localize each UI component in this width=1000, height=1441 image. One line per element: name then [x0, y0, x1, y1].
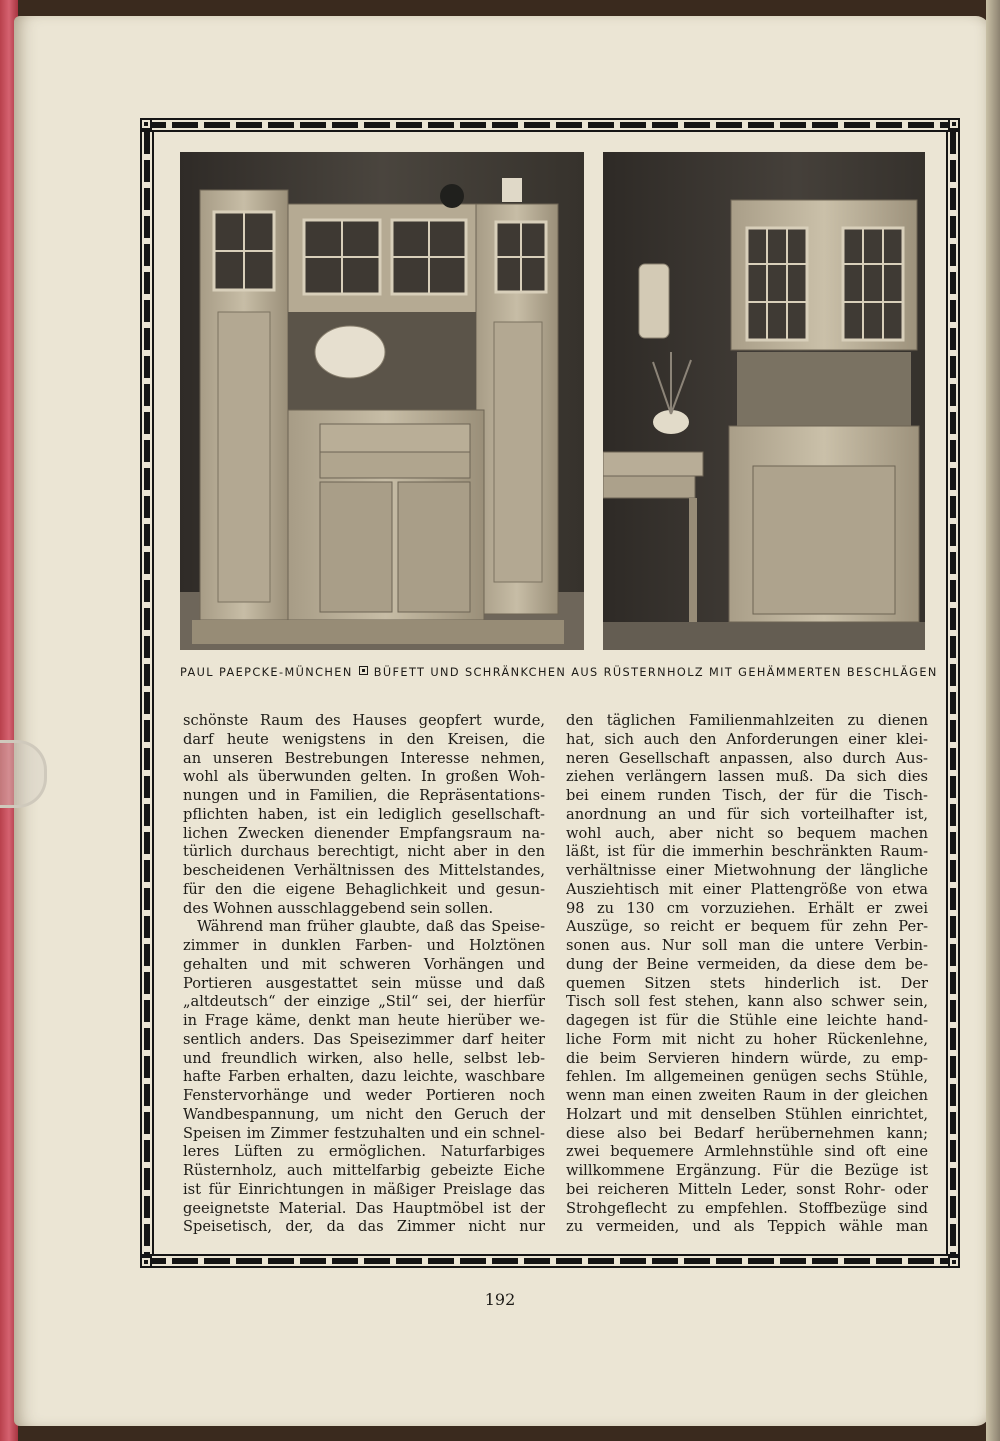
text-line: Während man früher glaubte, daß das Speise- [197, 918, 545, 936]
text-line: läßt, ist für die immerhin beschränkten Raum- [566, 843, 928, 861]
text-line: Ausziehtisch mit einer Plattengröße von etwa [566, 880, 928, 898]
text-line: 98 zu 130 cm vorzuziehen. Erhält er zwei [566, 899, 928, 917]
text-column-right [566, 712, 928, 1237]
page-number: 192 [484, 1290, 516, 1309]
caption-photographer: PAUL PAEPCKE-MÜNCHEN [180, 666, 353, 679]
text-line: Strohgeflecht zu empfehlen. Stoffbezüge sind [566, 1199, 928, 1217]
text-line: schönste Raum des Hauses geopfert wurde, [183, 712, 545, 729]
text-line: geeignetste Material. Das Hauptmöbel ist der [183, 1199, 545, 1217]
text-line: hafte Farben erhalten, dazu leichte, waschbare [183, 1068, 545, 1086]
text-line: dagegen ist für die Stühle eine leichte hand- [566, 1012, 928, 1029]
text-line: zwei bequemere Armlehnstühle sind oft eine [566, 1143, 928, 1161]
border-bottom [140, 1254, 960, 1268]
text-line: die beim Servieren hindern würde, zu emp- [566, 1049, 928, 1067]
caption-separator-icon [359, 666, 368, 675]
text-line: wohl auch, aber nicht so bequem machen [566, 824, 928, 842]
text-line: Rüsternholz, auch mittelfarbig gebeizte Eiche [183, 1162, 545, 1179]
corner-ornament [140, 118, 152, 130]
text-line: wenn man einen zweiten Raum in der gleichen [566, 1087, 928, 1104]
text-line: Speisetisch, der, da das Zimmer nicht nur [183, 1218, 545, 1236]
text-line: bei reicheren Mitteln Leder, sonst Rohr- oder [566, 1180, 928, 1198]
text-line: ist für Einrichtungen in mäßiger Preislage das [183, 1180, 545, 1198]
text-line: anordnung an und für sich vorteilhafter ist, [566, 805, 928, 823]
text-line: Tisch soll fest stehen, kann also schwer sein, [566, 993, 928, 1011]
border-left [140, 132, 154, 1254]
text-line: verhältnisse einer Mietwohnung der längliche [566, 862, 928, 879]
text-line: bei einem runden Tisch, der für die Tisch- [566, 787, 928, 804]
text-line: hat, sich auch den Anforderungen einer klei- [566, 730, 928, 748]
text-line: den täglichen Familienmahlzeiten zu dienen [566, 712, 928, 729]
text-line: leres Lüften zu ermöglichen. Naturfarbiges [183, 1143, 545, 1161]
text-line: zimmer in dunklen Farben- und Holztönen [183, 937, 545, 954]
border-right [946, 132, 960, 1254]
border-top [140, 118, 960, 132]
text-line: Wandbespannung, um nicht den Geruch der [183, 1105, 545, 1123]
text-line: liche Form mit nicht zu hoher Rückenlehne, [566, 1030, 928, 1048]
text-line: sentlich anders. Das Speisezimmer darf heiter [183, 1030, 545, 1048]
page-edge [986, 0, 1000, 1441]
text-line: wohl als überwunden gelten. In großen Woh- [183, 768, 545, 786]
text-line: Holzart und mit denselben Stühlen einrichtet, [566, 1105, 928, 1123]
text-line: in Frage käme, denkt man heute hierüber we- [183, 1012, 545, 1029]
text-line: „altdeutsch“ der einzige „Stil“ sei, der hierfür [183, 993, 545, 1011]
text-line: neren Gesellschaft anpassen, also durch Aus- [566, 749, 928, 767]
text-line: sonen aus. Nur soll man die untere Verbin- [566, 937, 928, 954]
text-line: fehlen. Im allgemeinen genügen sechs Stühle, [566, 1068, 928, 1086]
text-line: des Wohnen ausschlaggebend sein sollen. [183, 899, 494, 917]
text-line: zu vermeiden, und als Teppich wähle man [566, 1218, 928, 1236]
text-line: pflichten haben, ist ein lediglich gesellschaft- [183, 805, 545, 823]
figure-caption [180, 666, 938, 679]
corner-ornament [948, 1256, 960, 1268]
text-line: dung der Beine vermeiden, da diese dem be- [566, 955, 928, 973]
caption-title: BÜFETT UND SCHRÄNKCHEN AUS RÜSTERNHOLZ MIT GEHÄMMERTEN BESCHLÄGEN [373, 666, 938, 679]
corner-ornament [948, 118, 960, 130]
photo-cabinet [603, 152, 925, 650]
text-line: an unseren Bestrebungen Interesse nehmen, [183, 749, 545, 767]
text-line: diese also bei Bedarf herübernehmen kann; [566, 1124, 928, 1142]
buffet-illustration [180, 152, 584, 650]
text-line: Portieren ausgestattet sein müsse und daß [183, 974, 545, 992]
text-line: darf heute wenigstens in den Kreisen, die [183, 730, 545, 748]
text-line: lichen Zwecken dienender Empfangsraum na- [183, 824, 545, 842]
photo-buffet [180, 152, 584, 650]
text-line: gehalten und mit schweren Vorhängen und [183, 955, 545, 973]
text-line: für den die eigene Behaglichkeit und gesun- [183, 880, 545, 898]
text-line: quemen Sitzen stets hinderlich ist. Der [566, 974, 928, 992]
text-line: willkommene Ergänzung. Für die Bezüge ist [566, 1162, 928, 1179]
cabinet-illustration [603, 152, 925, 650]
text-column-left [183, 712, 545, 1237]
corner-ornament [140, 1256, 152, 1268]
text-line: türlich durchaus berechtigt, nicht aber in den [183, 843, 545, 861]
text-line: ziehen verlängern lassen muß. Da sich dies [566, 768, 928, 786]
text-line: Auszüge, so reicht er bequem für zehn Per- [566, 918, 928, 936]
text-line: bescheidenen Verhältnissen des Mittelstandes, [183, 862, 545, 879]
text-line: Fenstervorhänge und weder Portieren noch [183, 1087, 545, 1104]
text-line: und freundlich wirken, also helle, selbst leb- [183, 1049, 545, 1067]
text-line: Speisen im Zimmer festzuhalten und ein schnel- [183, 1124, 545, 1142]
text-line: nungen und in Familien, die Repräsentations- [183, 787, 545, 804]
